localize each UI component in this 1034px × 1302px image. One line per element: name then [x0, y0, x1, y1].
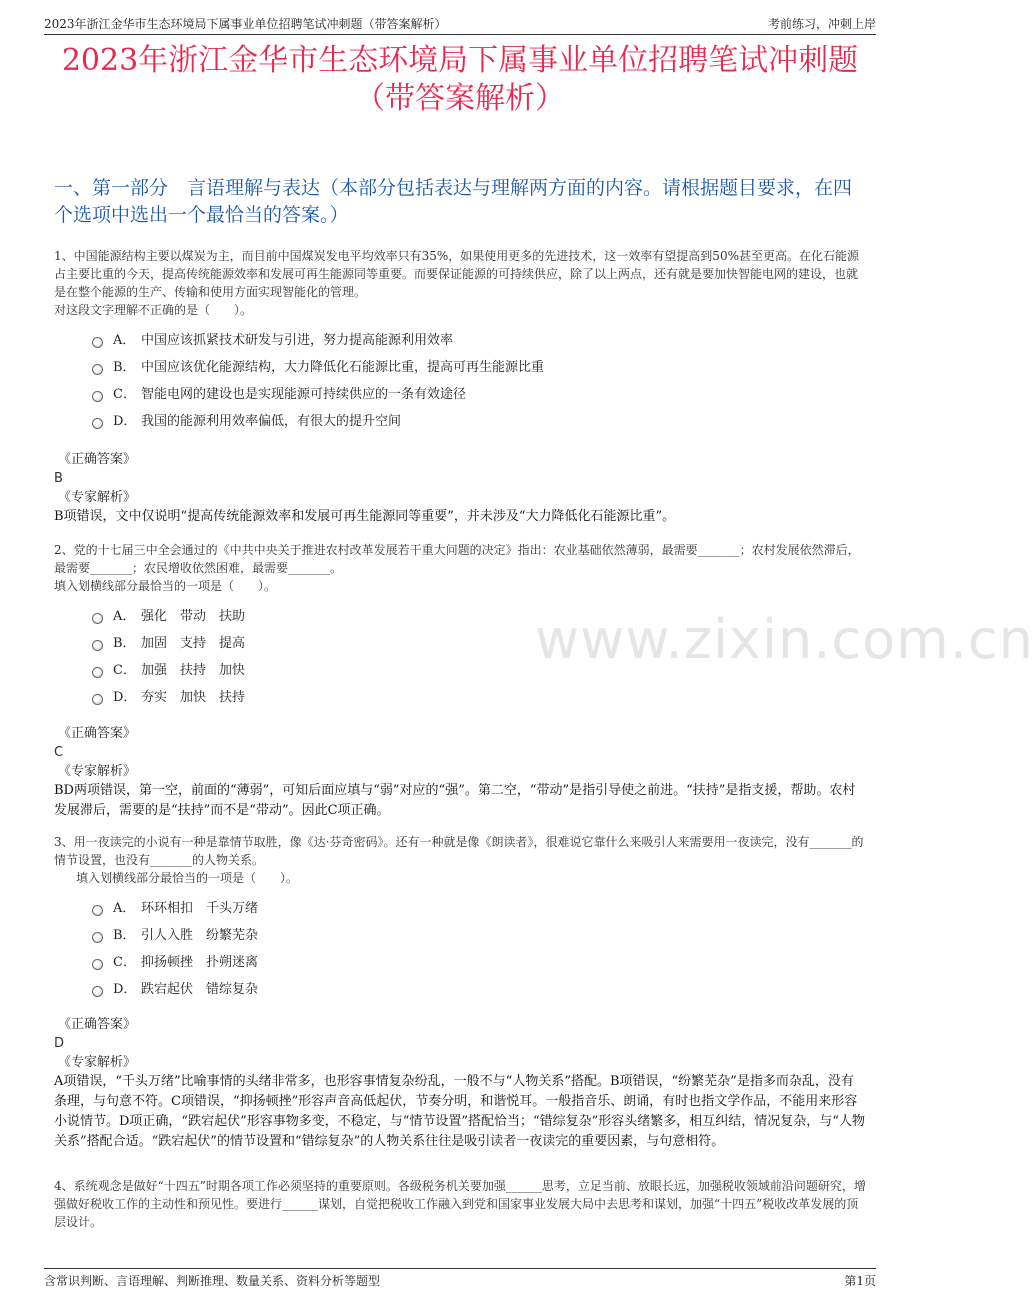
radio-icon[interactable]: [92, 640, 103, 651]
option-c[interactable]: C． 智能电网的建设也是实现能源可持续供应的一条有效途径: [92, 381, 866, 408]
answer-label: 《正确答案》: [58, 1017, 137, 1032]
answer-value: D: [54, 1036, 65, 1051]
document-title: [44, 42, 876, 118]
option-c[interactable]: C． 抑扬顿挫 扑朔迷离: [92, 949, 866, 976]
watermark: www.zixin.com.cn: [535, 608, 1034, 671]
question-stem: 3、用一夜读完的小说有一种是靠情节取胜，像《达·芬奇密码》。还有一种就是像《朗读者》，很难说它靠什么来吸引人来需要用一夜读完，没有_______的情节设置，也没有_______的人物关系。: [54, 835, 864, 867]
section-heading: 一、第一部分 言语理解与表达（本部分包括表达与理解两方面的内容。请根据题目要求，在四个选项中选出一个最恰当的答案。）: [54, 177, 853, 226]
radio-icon[interactable]: [92, 694, 103, 705]
question-prompt: 填入划横线部分最恰当的一项是（ ）。: [76, 871, 299, 885]
explanation-text: B项错误，文中仅说明“提高传统能源效率和发展可再生能源同等重要”，并未涉及“大力降低化石能源比重”。: [54, 509, 676, 524]
option-b[interactable]: B． 引人入胜 纷繁芜杂: [92, 922, 866, 949]
page-footer: [44, 1268, 876, 1289]
question-2: [54, 541, 866, 711]
radio-icon[interactable]: [92, 391, 103, 402]
option-list: [92, 895, 866, 1003]
explanation-text: BD两项错误，第一空，前面的“薄弱”，可知后面应填与“弱”对应的“强”。第二空，“带动”是指引导使之前进。“扶持”是指支援，帮助。农村发展滞后，需要的是“扶持”而不是“带动”。因此C项正确。: [54, 783, 856, 818]
header-slogan: 考前练习，冲刺上岸: [767, 17, 876, 31]
radio-icon[interactable]: [92, 905, 103, 916]
answer-value: C: [54, 745, 64, 760]
question-prompt: 填入划横线部分最恰当的一项是（ ）。: [54, 579, 277, 593]
option-b[interactable]: B． 中国应该优化能源结构，大力降低化石能源比重，提高可再生能源比重: [92, 354, 866, 381]
question-stem: 4、系统观念是做好“十四五”时期各项工作必须坚持的重要原则。各级税务机关要加强______思考，立足当前、放眼长远，加强税收领域前沿问题研究，增强做好税收工作的主动性和预见性。要进行______谋划，自觉把税收工作融入到党和国家事业发展大局中去思考和谋划，加强“十四五”税收改革发展的顶层设计。: [54, 1179, 866, 1229]
option-list: [92, 603, 866, 711]
option-a[interactable]: A． 强化 带动 扶助: [92, 603, 866, 630]
radio-icon[interactable]: [92, 337, 103, 348]
radio-icon[interactable]: [92, 613, 103, 624]
explanation-label: 《专家解析》: [58, 1055, 137, 1070]
explanation-text: A项错误，“千头万绪”比喻事情的头绪非常多，也形容事情复杂纷乱，一般不与“人物关系”搭配。B项错误，“纷繁芜杂”是指多而杂乱，没有条理，与句意不符。C项错误，“抑扬顿挫”形容声音高低起伏，节奏分明，和谐悦耳。一般指音乐、朗诵，有时也指文学作品，不能用来形容小说情节。D项正确，“跌宕起伏”形容事物多变，不稳定，与“情节设置”搭配恰当；“错综复杂”形容头绪繁多，相互纠结，情况复杂，与“人物关系”搭配合适。“跌宕起伏”的情节设置和“错综复杂”的人物关系往往是吸引读者一夜读完的重要因素，与句意相符。: [54, 1074, 865, 1149]
question-3: [54, 833, 866, 1003]
header-title: 2023年浙江金华市生态环境局下属事业单位招聘笔试冲刺题（带答案解析）: [44, 17, 447, 31]
explanation-label: 《专家解析》: [58, 764, 137, 779]
answer-block-2: [54, 724, 866, 821]
title-line-2: （带答案解析）: [355, 81, 565, 116]
question-prompt: 对这段文字理解不正确的是（ ）。: [54, 303, 253, 317]
title-line-1: 2023年浙江金华市生态环境局下属事业单位招聘笔试冲刺题: [61, 43, 859, 78]
answer-value: B: [54, 471, 63, 486]
answer-block-1: [54, 450, 866, 527]
option-list: [92, 327, 866, 435]
question-1: [54, 247, 866, 435]
answer-label: 《正确答案》: [58, 452, 137, 467]
answer-block-3: [54, 1015, 866, 1152]
option-d[interactable]: D． 我国的能源利用效率偏低，有很大的提升空间: [92, 408, 866, 435]
page-number: 第1页: [844, 1274, 876, 1288]
radio-icon[interactable]: [92, 959, 103, 970]
radio-icon[interactable]: [92, 932, 103, 943]
option-d[interactable]: D． 跌宕起伏 错综复杂: [92, 976, 866, 1003]
option-a[interactable]: A． 中国应该抓紧技术研发与引进，努力提高能源利用效率: [92, 327, 866, 354]
option-b[interactable]: B． 加固 支持 提高: [92, 630, 866, 657]
radio-icon[interactable]: [92, 418, 103, 429]
option-c[interactable]: C． 加强 扶持 加快: [92, 657, 866, 684]
radio-icon[interactable]: [92, 364, 103, 375]
question-stem: 2、党的十七届三中全会通过的《中共中央关于推进农村改革发展若干重大问题的决定》指出：农业基础依然薄弱，最需要_______；农村发展依然滞后，最需要_______；农民增收依然困难，最需要_______。: [54, 543, 860, 575]
radio-icon[interactable]: [92, 667, 103, 678]
explanation-label: 《专家解析》: [58, 490, 137, 505]
radio-icon[interactable]: [92, 986, 103, 997]
answer-label: 《正确答案》: [58, 726, 137, 741]
footer-note: 含常识判断、言语理解、判断推理、数量关系、资料分析等题型: [44, 1274, 381, 1288]
option-d[interactable]: D． 夯实 加快 扶持: [92, 684, 866, 711]
question-stem: 1、中国能源结构主要以煤炭为主，而目前中国煤炭发电平均效率只有35%，如果使用更多的先进技术，这一效率有望提高到50%甚至更高。在化石能源占主要比重的今天，提高传统能源效率和发展可再生能源同等重要。而要保证能源的可持续供应，除了以上两点，还有就是要加快智能电网的建设，也就是在整个能源的生产、传输和使用方面实现智能化的管理。: [54, 249, 859, 299]
option-a[interactable]: A． 环环相扣 千头万绪: [92, 895, 866, 922]
page-header: [44, 10, 876, 35]
question-4: [54, 1177, 866, 1231]
